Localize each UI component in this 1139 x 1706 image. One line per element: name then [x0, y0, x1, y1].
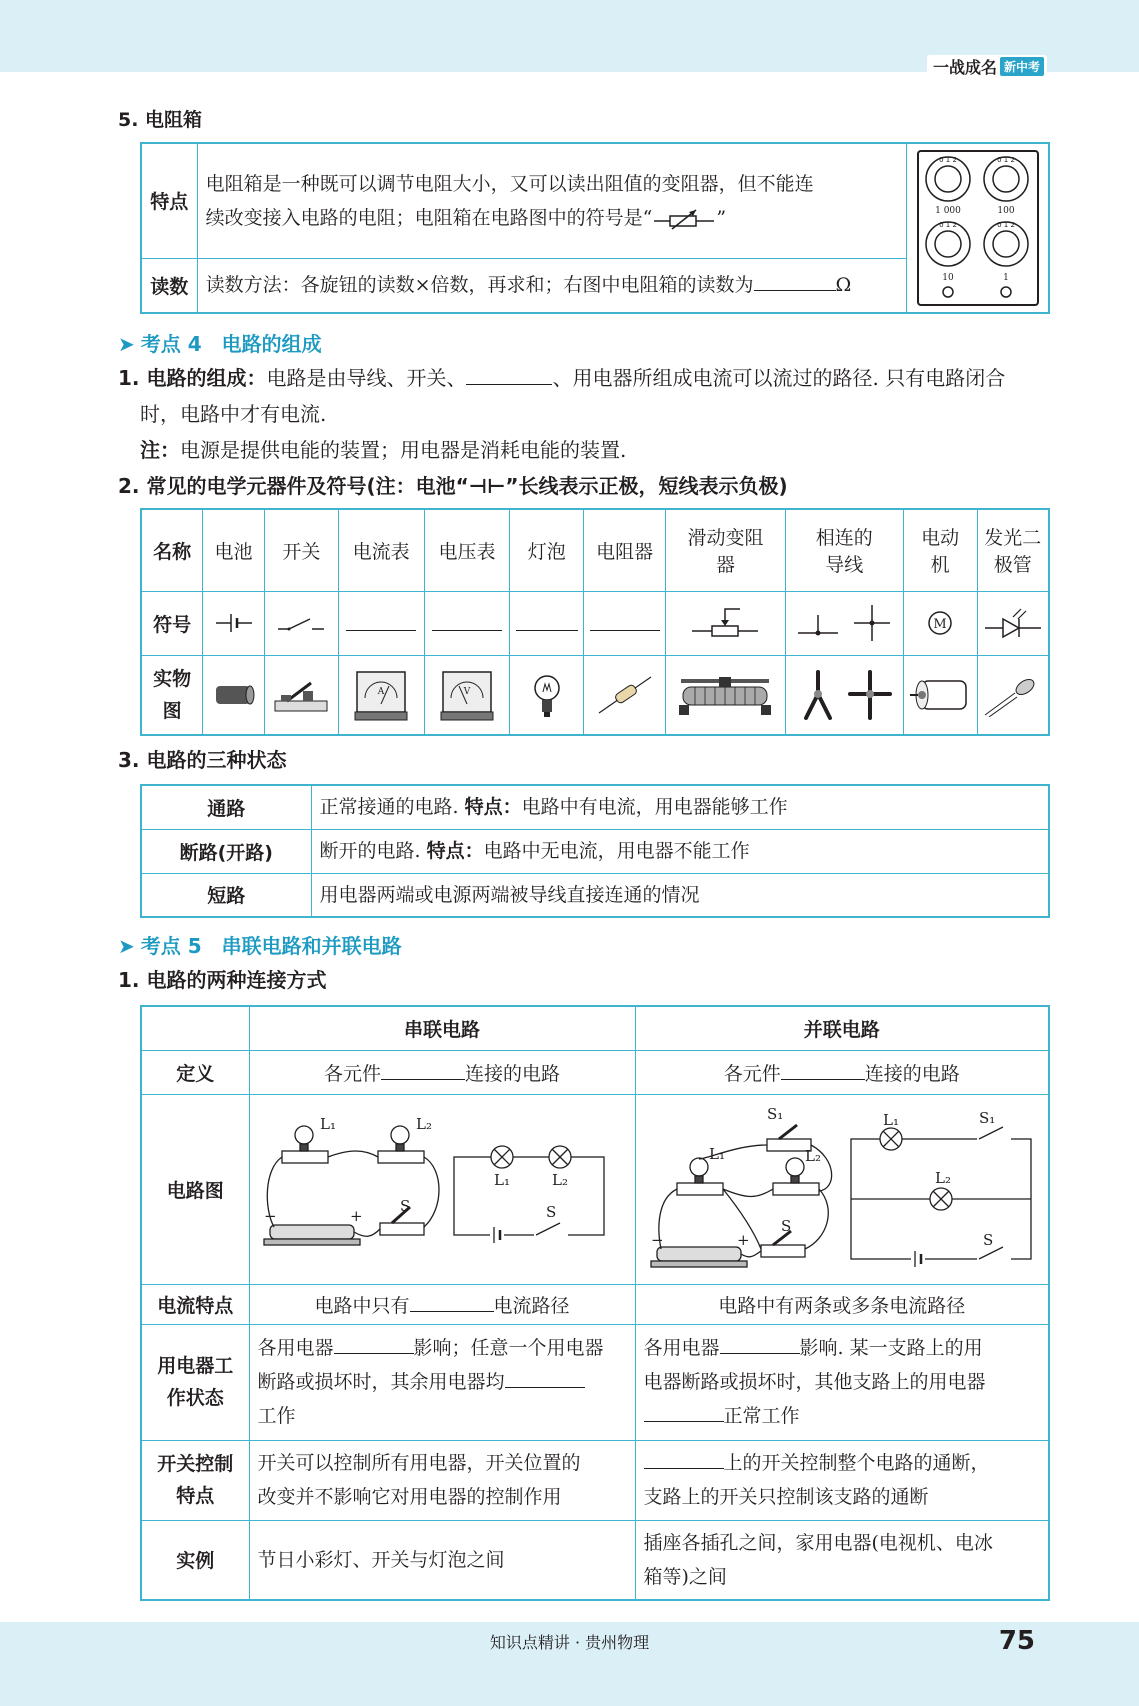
svg-text:0 1 2: 0 1 2 [996, 221, 1015, 229]
ammeter-photo-icon [353, 668, 409, 722]
feature-text [197, 143, 907, 258]
component-name: 开关 [264, 509, 338, 591]
footer-text: 知识点精讲 · 贵州物理 [489, 1633, 650, 1652]
kp4-note: 注：电源是提供电能的装置；用电器是消耗电能的装置. [140, 438, 627, 462]
label-minus: − [264, 1207, 277, 1225]
component-name: 发光二极管 [977, 509, 1049, 591]
connected-wires-photo-icon [794, 668, 894, 722]
label-L2: L₂ [934, 1169, 951, 1187]
connected-wires-symbol-icon [794, 603, 894, 643]
led-photo-icon [983, 673, 1043, 717]
ammeter-symbol-blank [346, 611, 416, 631]
label-L1: L₁ [320, 1115, 336, 1133]
section-title-kp5: ➤ 考点 5 串联电路和并联电路 [118, 934, 402, 958]
lamp-symbol-blank [516, 611, 578, 631]
corner-cell [141, 1006, 249, 1050]
series-example: 节日小彩灯、开关与灯泡之间 [249, 1520, 635, 1600]
component-name: 相连的导线 [785, 509, 903, 591]
row-label: 名称 [141, 509, 203, 591]
row-label: 实例 [141, 1520, 249, 1600]
label-plus: + [350, 1207, 363, 1225]
component-name: 电池 [203, 509, 265, 591]
dial-label: 100 [996, 206, 1015, 216]
components-table [140, 508, 1050, 736]
label-L2: L₂ [552, 1171, 568, 1189]
resistor-box-table [140, 142, 1050, 314]
reading-text: 读数方法：各旋钮的读数×倍数，再求和；右图中电阻箱的读数为 Ω [197, 258, 907, 313]
parallel-circuit-diagram [637, 1099, 1047, 1279]
row-label: 符号 [141, 591, 203, 655]
resistor-symbol-blank [590, 611, 660, 631]
series-switch: 开关可以控制所有用电器，开关位置的 改变并不影响它对用电器的控制作用 [249, 1440, 635, 1520]
kp4-paragraph-1: 1. 电路的组成：电路是由导线、开关、 、用电器所组成电流可以流过的路径. 只有电路闭合 [118, 366, 1006, 390]
label-S: S [546, 1203, 557, 1221]
state-name: 断路(开路) [141, 829, 311, 873]
component-name: 电压表 [424, 509, 510, 591]
component-name: 电动机 [903, 509, 977, 591]
rheostat-photo-icon [675, 673, 775, 717]
parallel-example: 插座各插孔之间，家用电器(电视机、电冰 箱等)之间 [635, 1520, 1049, 1600]
label-S1: S₁ [978, 1109, 996, 1127]
battery-symbol-icon [214, 611, 254, 635]
state-desc: 正常接通的电路. 特点：电路中有电流，用电器能够工作 [311, 785, 1049, 829]
parallel-work-state: 各用电器 影响. 某一支路上的用 电器断路或损坏时，其他支路上的用电器 正常工作 [635, 1324, 1049, 1440]
row-label: 电流特点 [141, 1284, 249, 1324]
lamp-photo-icon [532, 670, 562, 720]
state-desc: 用电器两端或电源两端被导线直接连通的情况 [311, 873, 1049, 917]
resistor-box-symbol-icon [652, 207, 716, 231]
heading-resistor-box: 5. 电阻箱 [118, 109, 203, 131]
series-circuit-diagram [254, 1099, 630, 1279]
dial-label: 1 000 [934, 206, 961, 216]
state-desc: 断开的电路. 特点：电路中无电流，用电器不能工作 [311, 829, 1049, 873]
resistor-box-image [907, 143, 1049, 313]
parallel-definition: 各元件 连接的电路 [635, 1050, 1049, 1094]
motor-photo-icon [908, 675, 972, 715]
row-label: 开关控制特点 [141, 1440, 249, 1520]
resistor-box-dials-icon [916, 149, 1040, 307]
label-L1: L₁ [882, 1111, 899, 1129]
kp4-paragraph-3: 3. 电路的三种状态 [118, 748, 287, 772]
row-label: 定义 [141, 1050, 249, 1094]
svg-text:0 1 2: 0 1 2 [938, 156, 957, 164]
label-S: S [780, 1217, 792, 1235]
voltmeter-photo-icon [439, 668, 495, 722]
switch-symbol-icon [276, 611, 326, 635]
brand-logo: 一战成名 新中考 [927, 55, 1047, 77]
switch-photo-icon [273, 675, 329, 715]
circuit-states-table [140, 784, 1050, 918]
svg-text:A: A [377, 686, 385, 697]
state-name: 短路 [141, 873, 311, 917]
kp4-paragraph-1-cont: 时，电路中才有电流. [140, 402, 327, 426]
brand-badge: 新中考 [1000, 57, 1044, 76]
series-parallel-table [140, 1005, 1050, 1601]
series-work-state: 各用电器 影响；任意一个用电器 断路或损坏时，其余用电器均 工作 [249, 1324, 635, 1440]
label-S: S [982, 1231, 994, 1249]
section-title-kp4: ➤ 考点 4 电路的组成 [118, 332, 322, 356]
voltmeter-symbol-blank [432, 611, 502, 631]
kp4-paragraph-2: 2. 常见的电学元器件及符号(注：电池“⊣⊢”长线表示正极，短线表示负极) [118, 474, 788, 498]
label-S1: S₁ [766, 1105, 784, 1123]
label-L1: L₁ [494, 1171, 510, 1189]
led-symbol-icon [983, 606, 1043, 640]
row-label: 电路图 [141, 1094, 249, 1284]
col-header-parallel: 并联电路 [635, 1006, 1049, 1050]
label-minus: − [650, 1231, 664, 1249]
svg-text:M: M [933, 617, 947, 632]
rheostat-symbol-icon [690, 605, 760, 641]
col-header-series: 串联电路 [249, 1006, 635, 1050]
resistor-photo-icon [595, 673, 655, 717]
dial-label: 10 [941, 273, 954, 283]
series-diagram-cell [249, 1094, 635, 1284]
row-label: 特点 [141, 143, 197, 258]
page-number: 75 [998, 1626, 1035, 1656]
parallel-switch: 上的开关控制整个电路的通断， 支路上的开关只控制该支路的通断 [635, 1440, 1049, 1520]
component-name: 滑动变阻器 [666, 509, 786, 591]
row-label: 读数 [141, 258, 197, 313]
parallel-current: 电路中有两条或多条电流路径 [635, 1284, 1049, 1324]
kp5-paragraph-1: 1. 电路的两种连接方式 [118, 968, 327, 992]
series-definition: 各元件 连接的电路 [249, 1050, 635, 1094]
row-label: 实物图 [141, 655, 203, 735]
svg-text:0 1 2: 0 1 2 [938, 221, 957, 229]
component-name: 电阻器 [584, 509, 666, 591]
motor-symbol-icon [925, 608, 955, 638]
state-name: 通路 [141, 785, 311, 829]
label-S: S [400, 1197, 411, 1215]
component-name: 电流表 [338, 509, 424, 591]
component-name: 灯泡 [510, 509, 584, 591]
battery-photo-icon [212, 680, 256, 710]
row-label: 用电器工作状态 [141, 1324, 249, 1440]
label-L1: L₁ [708, 1145, 725, 1163]
feature-line: 电阻箱是一种既可以调节电阻大小，又可以读出阻值的变阻器，但不能连 [205, 172, 814, 195]
svg-text:0 1 2: 0 1 2 [996, 156, 1015, 164]
label-L2: L₂ [804, 1147, 821, 1165]
label-L2: L₂ [416, 1115, 432, 1133]
series-current: 电路中只有 电流路径 [249, 1284, 635, 1324]
label-plus: + [736, 1231, 750, 1249]
feature-line: 续改变接入电路的电阻；电阻箱在电路图中的符号是“ ” [205, 206, 727, 229]
parallel-diagram-cell [635, 1094, 1049, 1284]
dial-label: 1 [1002, 273, 1009, 283]
svg-text:V: V [463, 686, 471, 697]
